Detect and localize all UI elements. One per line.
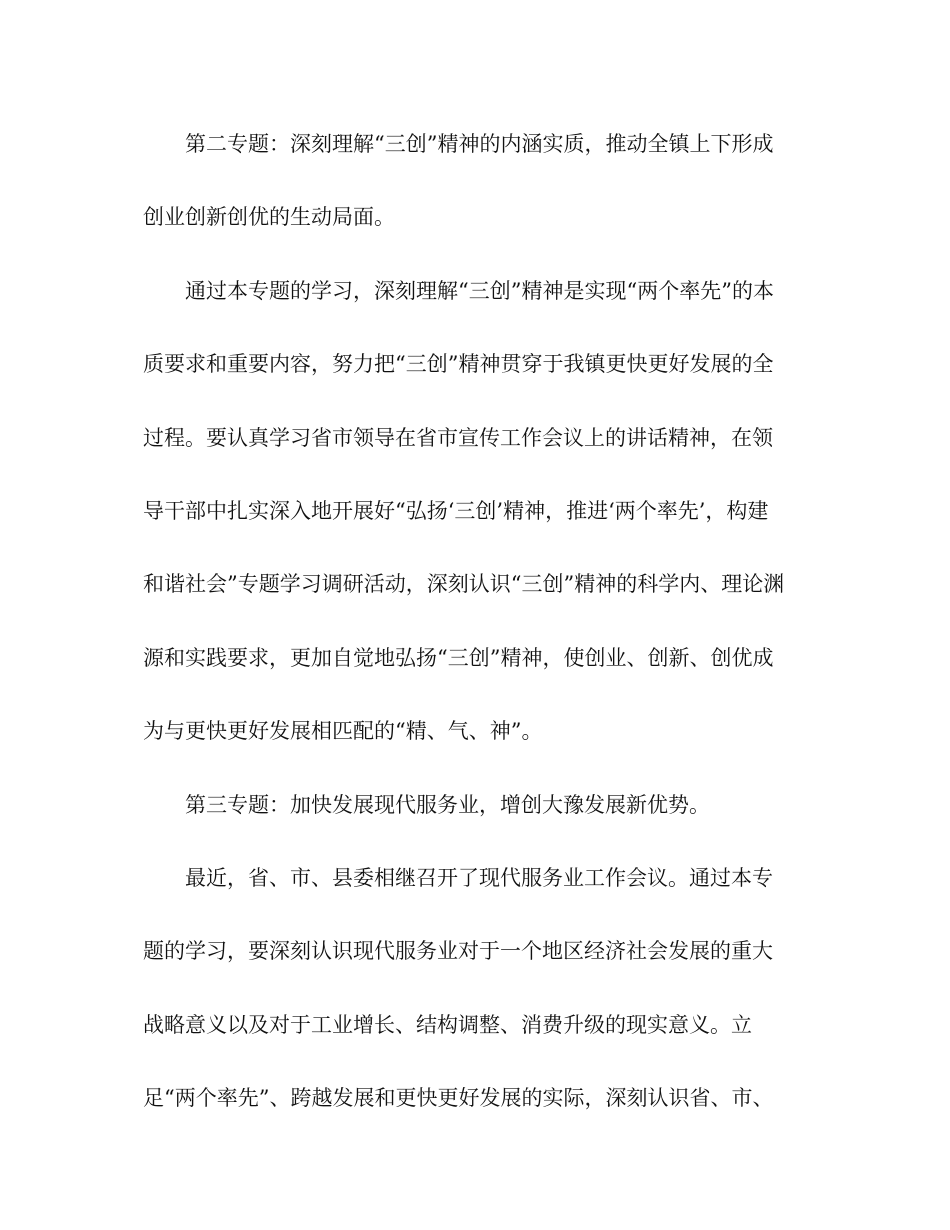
text-line: 足“两个率先”、跨越发展和更快更好发展的实际，深刻认识省、市、 [143, 1086, 774, 1111]
text-line: 质要求和重要内容，努力把“三创”精神贯穿于我镇更快更好发展的全 [143, 352, 774, 377]
text-line: 战略意义以及对于工业增长、结构调整、消费升级的现实意义。立 [143, 1012, 752, 1037]
text-line: 过程。要认真学习省市领导在省市宣传工作会议上的讲话精神，在领 [143, 425, 773, 450]
text-line: 为与更快更好发展相匹配的“精、气、神”。 [143, 719, 543, 744]
text-line: 第二专题：深刻理解“三创”精神的内涵实质，推动全镇上下形成 [143, 132, 774, 156]
text-line: 导干部中扎实深入地开展好“弘扬‘三创’精神，推进‘两个率先’，构建 [143, 499, 769, 524]
document-body [143, 108, 803, 1136]
text-line: 题的学习，要深刻认识现代服务业对于一个地区经济社会发展的重大 [143, 939, 773, 964]
text-line: 通过本专题的学习，深刻理解“三创”精神是实现“两个率先”的本 [143, 278, 774, 303]
text-line: 第三专题：加快发展现代服务业，增创大豫发展新优势。 [143, 792, 710, 817]
text-line: 创业创新创优的生动局面。 [143, 205, 395, 230]
text-line: 和谐社会”专题学习调研活动，深刻认识“三创”精神的科学内、理论渊 [143, 572, 785, 597]
text-line: 最近，省、市、县委相继召开了现代服务业工作会议。通过本专 [143, 866, 773, 891]
text-line: 源和实践要求，更加自觉地弘扬“三创”精神，使创业、创新、创优成 [143, 645, 774, 670]
